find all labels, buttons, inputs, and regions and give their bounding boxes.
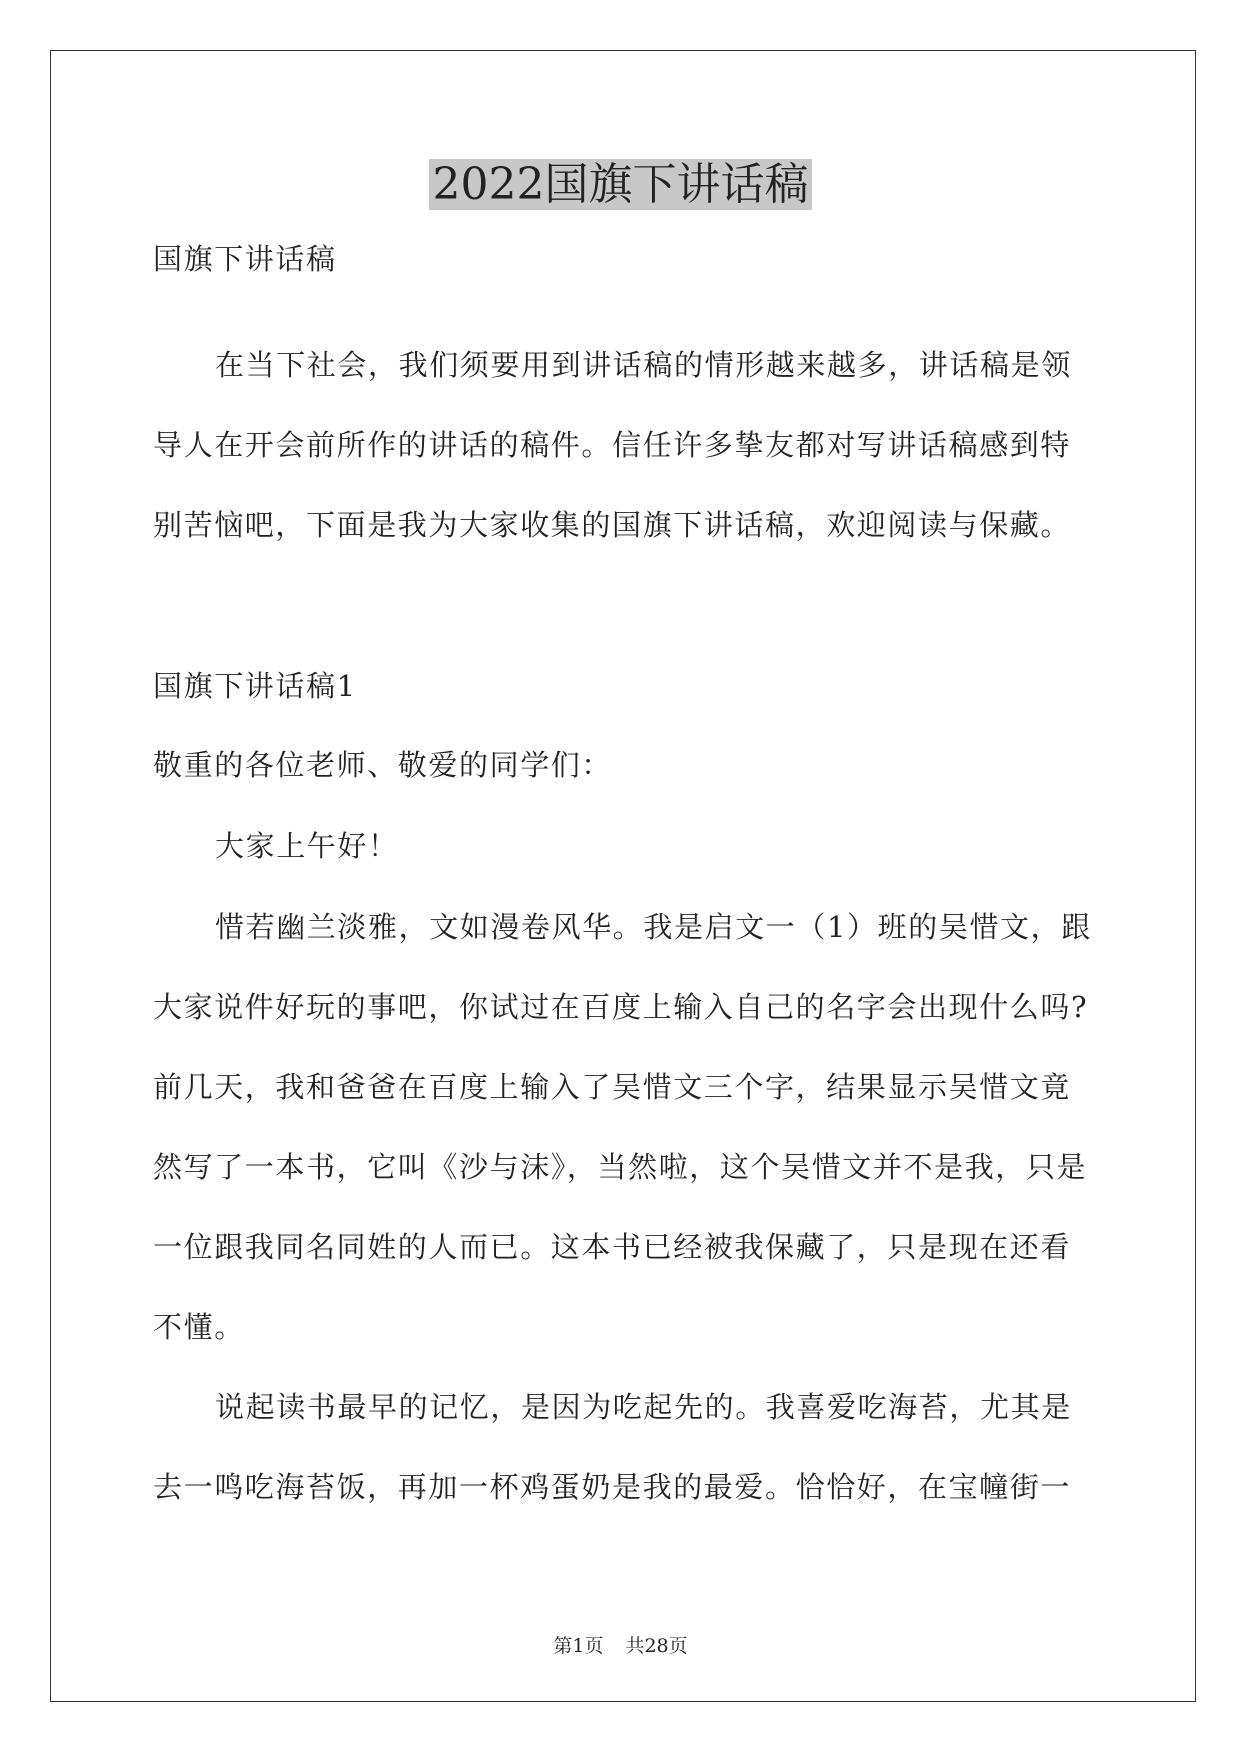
- paragraph-line: 前几天，我和爸爸在百度上输入了吴惜文三个字，结果显示吴惜文竟: [153, 1070, 1072, 1104]
- greeting-line: 大家上午好！: [215, 829, 399, 863]
- page-footer: [0, 1633, 1241, 1659]
- subtitle-line: 国旗下讲话稿: [153, 242, 337, 276]
- page-current: 第1页: [553, 1635, 604, 1657]
- paragraph-line: 导人在开会前所作的讲话的稿件。信任许多挚友都对写讲话稿感到特: [153, 428, 1072, 462]
- document-title: 2022国旗下讲话稿: [0, 155, 1241, 215]
- page-total: 共28页: [625, 1635, 688, 1657]
- paragraph-line: 在当下社会，我们须要用到讲话稿的情形越来越多，讲话稿是领: [215, 348, 1072, 382]
- salutation-line: 敬重的各位老师、敬爱的同学们：: [153, 748, 613, 782]
- section-heading: 国旗下讲话稿1: [153, 669, 357, 703]
- paragraph-line: 惜若幽兰淡雅，文如漫卷风华。我是启文一（1）班的吴惜文，跟: [215, 910, 1092, 944]
- paragraph-line: 不懂。: [153, 1310, 245, 1344]
- paragraph-line: 去一鸣吃海苔饭，再加一杯鸡蛋奶是我的最爱。恰恰好，在宝幢街一: [153, 1470, 1072, 1504]
- page-border: [50, 50, 1196, 1702]
- paragraph-line: 说起读书最早的记忆，是因为吃起先的。我喜爱吃海苔，尤其是: [215, 1390, 1072, 1424]
- paragraph-line: 一位跟我同名同姓的人而已。这本书已经被我保藏了，只是现在还看: [153, 1230, 1072, 1264]
- paragraph-line: 别苦恼吧，下面是我为大家收集的国旗下讲话稿，欢迎阅读与保藏。: [153, 508, 1072, 542]
- paragraph-line: 大家说件好玩的事吧，你试过在百度上输入自己的名字会出现什么吗?: [153, 990, 1089, 1024]
- paragraph-line: 然写了一本书，它叫《沙与沫》，当然啦，这个吴惜文并不是我，只是: [153, 1150, 1088, 1184]
